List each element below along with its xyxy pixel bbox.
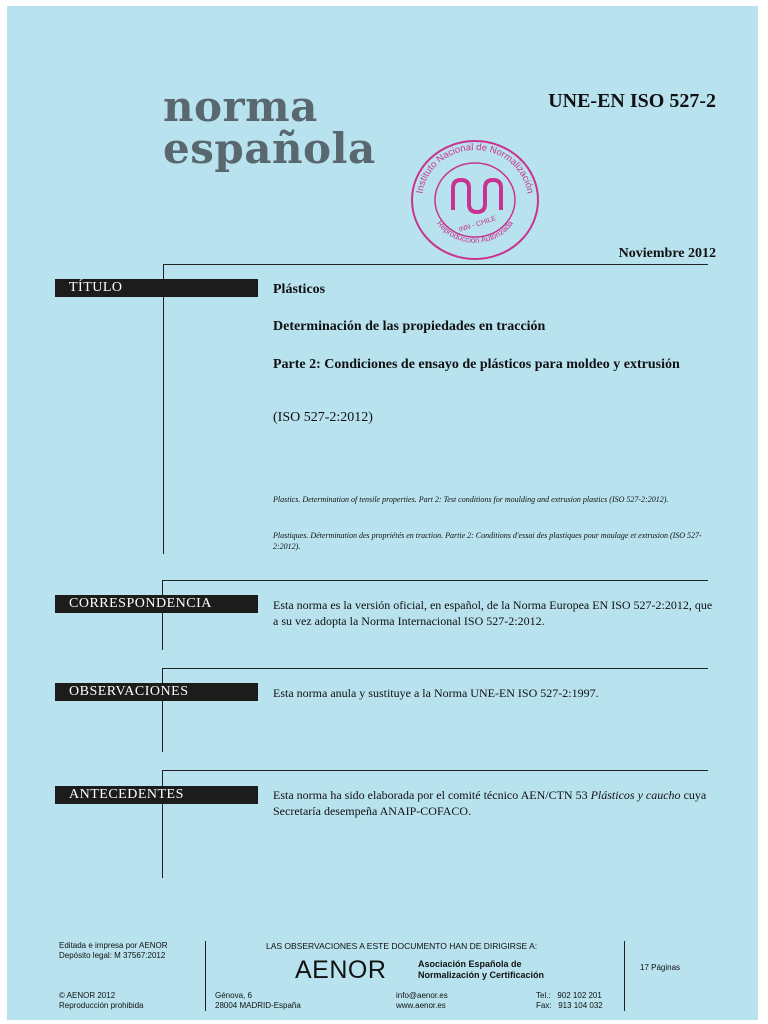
standard-code: UNE-EN ISO 527-2	[548, 90, 716, 112]
correspondencia-top-rule	[162, 580, 708, 581]
page-count: 17 Páginas	[640, 963, 681, 972]
observaciones-vertical-rule	[162, 668, 163, 752]
inn-chile-stamp	[408, 138, 542, 262]
aenor-full-name: Asociación Española de Normalización y Certificación	[418, 959, 545, 980]
footer-copyright: © AENOR 2012 Reproducción prohibida	[59, 991, 144, 1010]
footer-website[interactable]: www.aenor.es	[396, 1001, 446, 1010]
correspondencia-label: CORRESPONDENCIA	[55, 595, 258, 613]
footer-notice: LAS OBSERVACIONES A ESTE DOCUMENTO HAN DE DIRIGIRSE A:	[266, 941, 538, 951]
titulo-vertical-rule	[163, 264, 164, 554]
footer-phone-fax: Tel.: 902 102 201 Fax: 913 104 032	[536, 991, 603, 1010]
observaciones-label: OBSERVACIONES	[55, 683, 258, 701]
svg-text:Reproducción Autorizada: Reproducción Autorizada	[435, 218, 515, 245]
observaciones-top-rule	[162, 668, 708, 669]
observaciones-text: Esta norma anula y sustituye a la Norma UNE-EN ISO 527-2:1997.	[273, 686, 599, 700]
title-determinacion: Determinación de las propiedades en tracción	[273, 319, 546, 334]
title-parte-2: Parte 2: Condiciones de ensayo de plásticos para moldeo y extrusión	[273, 357, 680, 372]
title-plasticos: Plásticos	[273, 282, 326, 297]
footer-divider-left	[205, 941, 206, 1011]
inn-logo-icon	[453, 180, 501, 212]
antecedentes-top-rule	[162, 770, 708, 771]
correspondencia-vertical-rule	[162, 580, 163, 650]
document-type-title	[163, 82, 376, 173]
document-page	[7, 6, 758, 1020]
title-iso-reference: (ISO 527-2:2012)	[273, 410, 373, 425]
title-french: Plastiques. Détermination des propriétés en traction. Partie 2: Conditions d'essai des plastiques pour moulage et extrusion (ISO 527-2:2012).	[273, 531, 702, 551]
stamp-inner-text: INN - CHILE	[457, 215, 498, 234]
title-english: Plastics. Determination of tensile properties. Part 2: Test conditions for moulding and extrusion plastics (ISO 527-2:2012).	[273, 495, 669, 504]
svg-text:Instituto Nacional de Normaliz: Instituto Nacional de Normalización	[414, 141, 536, 195]
footer-email[interactable]: info@aenor.es	[396, 991, 448, 1000]
titulo-label: TÍTULO	[55, 279, 258, 297]
footer-address: Génova, 6 28004 MADRID-España	[215, 991, 301, 1010]
footer-contact-web	[396, 991, 448, 1011]
footer-divider-right	[624, 941, 625, 1011]
title-line-2: española	[163, 124, 376, 173]
title-line-1: norma	[163, 82, 318, 131]
antecedentes-text: Esta norma ha sido elaborada por el comité técnico AEN/CTN 53 Plásticos y caucho cuya Secretaría desempeña ANAIP-COFACO.	[273, 788, 707, 818]
publication-date: Noviembre 2012	[618, 246, 716, 261]
aenor-logo: AENOR	[295, 956, 387, 984]
correspondencia-text: Esta norma es la versión oficial, en español, de la Norma Europea EN ISO 527-2:2012, que a su vez adopta la Norma Internacional ISO 527-2:2012.	[273, 598, 713, 628]
antecedentes-label: ANTECEDENTES	[55, 786, 258, 804]
titulo-top-rule	[163, 264, 708, 265]
footer-edited-by: Editada e impresa por AENOR Depósito legal: M 37567:2012	[59, 941, 168, 960]
